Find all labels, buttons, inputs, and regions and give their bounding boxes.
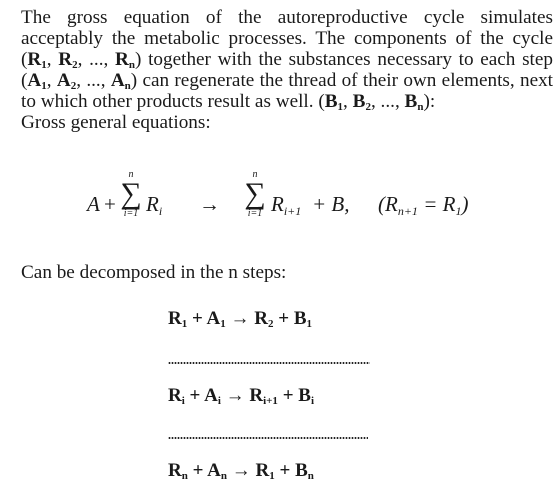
gross-equation — [0, 170, 558, 240]
summation-1-lower: i=1 — [123, 208, 139, 219]
intro-text-4: ): — [423, 91, 436, 112]
component-r2: $R_2$ — [58, 49, 78, 71]
gross-equations-heading: Gross general equations: — [21, 112, 211, 133]
summation-2-lower: i=1 — [247, 208, 263, 219]
gross-eq-plus: + — [104, 192, 116, 216]
gross-eq-r-i1: $R_{i+1}$ — [271, 192, 302, 218]
intro-text-3: ) can regenerate the thread of their own elements, next to which other products result as well. ( — [21, 70, 554, 112]
summation-2-sign: ∑ — [244, 177, 266, 210]
gross-eq-condition: $(R_{n+1} = R_1)$ — [378, 192, 469, 218]
substance-a1: $A_1$ — [27, 70, 47, 92]
step-i-equation: $R_i + A_i \to R_{i+1} + B_i$ — [168, 385, 315, 407]
component-rn: $R_n$ — [115, 49, 135, 71]
dotted-separator-1 — [168, 362, 370, 364]
substance-a2: $A_2$ — [56, 70, 77, 92]
intro-text-1: The gross equation of the autoreproductive cycle simulates acceptably the metabolic processes. The components of the cycle ( — [21, 7, 553, 70]
gross-eq-r-i: $R_i$ — [146, 192, 163, 218]
summation-1-upper: n — [128, 169, 134, 180]
decompose-text: Can be decomposed in the n steps: — [21, 262, 287, 283]
step-n-equation: $R_n + A_n \to R_1 + B_n$ — [168, 460, 314, 482]
gross-eq-a: A — [87, 192, 100, 216]
summation-1 — [116, 170, 146, 220]
summation-2 — [240, 170, 270, 220]
substance-an: $A_n$ — [110, 70, 131, 92]
intro-paragraph: The gross equation of the autoreproductive cycle simulates acceptably the metabolic processes. The components of the cycle ($R_1$, $R_2$, ..., $R_n$) together with the substances necessary to each step ($A_1$, $A_2$, ..., $A_n$) can regenerate the thread of their own elements, next to which other products result as well. ($B_1$, $B_2$, ..., $B_n$): Gross general equations: — [21, 7, 554, 133]
summation-1-sign: ∑ — [120, 177, 142, 210]
component-r1: $R_1$ — [27, 49, 47, 71]
step-1-equation: $R_1 + A_1 \to R_2 + B_1$ — [168, 308, 312, 330]
product-bn: $B_n$ — [404, 91, 424, 113]
intro-text-2: ) together with the substances necessary to each step ( — [21, 49, 553, 91]
product-b1: $B_1$ — [324, 91, 344, 113]
gross-eq-plus-b: + B, — [312, 192, 350, 216]
product-b2: $B_2$ — [352, 91, 371, 113]
gross-eq-arrow: → — [199, 192, 220, 216]
dotted-separator-2 — [168, 437, 368, 439]
summation-2-upper: n — [252, 169, 258, 180]
